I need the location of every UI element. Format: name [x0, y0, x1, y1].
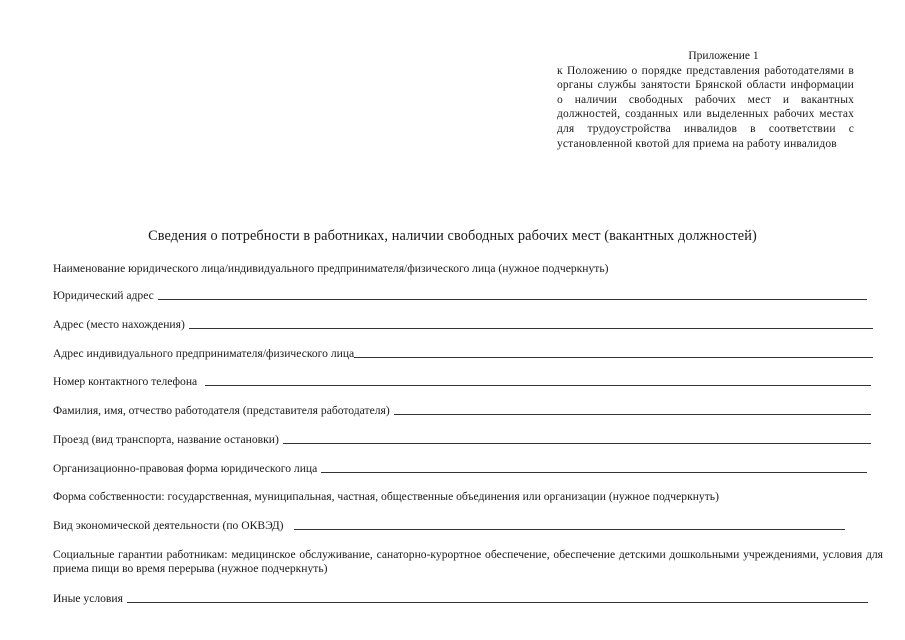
entrepreneur-address-field[interactable] [53, 347, 873, 361]
location-address-line[interactable] [189, 328, 873, 329]
phone-line[interactable] [205, 385, 871, 386]
legal-form-label: Организационно-правовая форма юридического лица [53, 462, 318, 475]
transport-label: Проезд (вид транспорта, название остановки) [53, 433, 279, 446]
entrepreneur-address-label: Адрес индивидуального предпринимателя/физического лица [53, 347, 355, 360]
location-address-label: Адрес (место нахождения) [53, 318, 185, 331]
appendix-note [557, 49, 854, 151]
legal-form-line[interactable] [321, 472, 867, 473]
appendix-title: Приложение 1 [688, 50, 759, 62]
employer-name-label: Фамилия, имя, отчество работодателя (представителя работодателя) [53, 404, 390, 417]
legal-address-field[interactable] [53, 289, 867, 303]
other-conditions-line[interactable] [127, 602, 868, 603]
appendix-text: к Положению о порядке представления работодателями в органы службы занятости Брянской области информации о наличии свободных рабочих мест и вакантных должностей, созданных или выделенных рабочих местах для трудоустройства инвалидов в соответствии с установленной квотой для приема на работу инвалидов [557, 64, 854, 150]
transport-line[interactable] [283, 443, 871, 444]
phone-label: Номер контактного телефона [53, 375, 198, 388]
legal-address-line[interactable] [158, 299, 867, 300]
transport-field[interactable] [53, 433, 871, 447]
employer-name-field[interactable] [53, 404, 871, 418]
other-conditions-field[interactable] [53, 592, 868, 606]
social-guarantees-label: Социальные гарантии работникам: медицинское обслуживание, санаторно-курортное обеспечение, обеспечение детскими дошкольными учреждениями, условия для приема пищи во время перерыва (нужное подчеркнуть) [53, 548, 883, 575]
activity-line[interactable] [294, 529, 845, 530]
activity-label: Вид экономической деятельности (по ОКВЭД) [53, 519, 284, 532]
document-title: Сведения о потребности в работниках, наличии свободных рабочих мест (вакантных должностей) [148, 228, 757, 244]
other-conditions-label: Иные условия [53, 592, 123, 605]
phone-field[interactable] [53, 375, 871, 389]
location-address-field[interactable] [53, 318, 873, 332]
legal-form-field[interactable] [53, 462, 867, 476]
ownership-label: Форма собственности: государственная, муниципальная, частная, общественные объединения или организации (нужное подчеркнуть) [53, 490, 719, 503]
legal-name-label: Наименование юридического лица/индивидуального предпринимателя/физического лица (нужное подчеркнуть) [53, 262, 609, 275]
entrepreneur-address-line[interactable] [354, 357, 873, 358]
employer-name-line[interactable] [394, 414, 871, 415]
legal-address-label: Юридический адрес [53, 289, 154, 302]
activity-field[interactable] [53, 519, 845, 533]
